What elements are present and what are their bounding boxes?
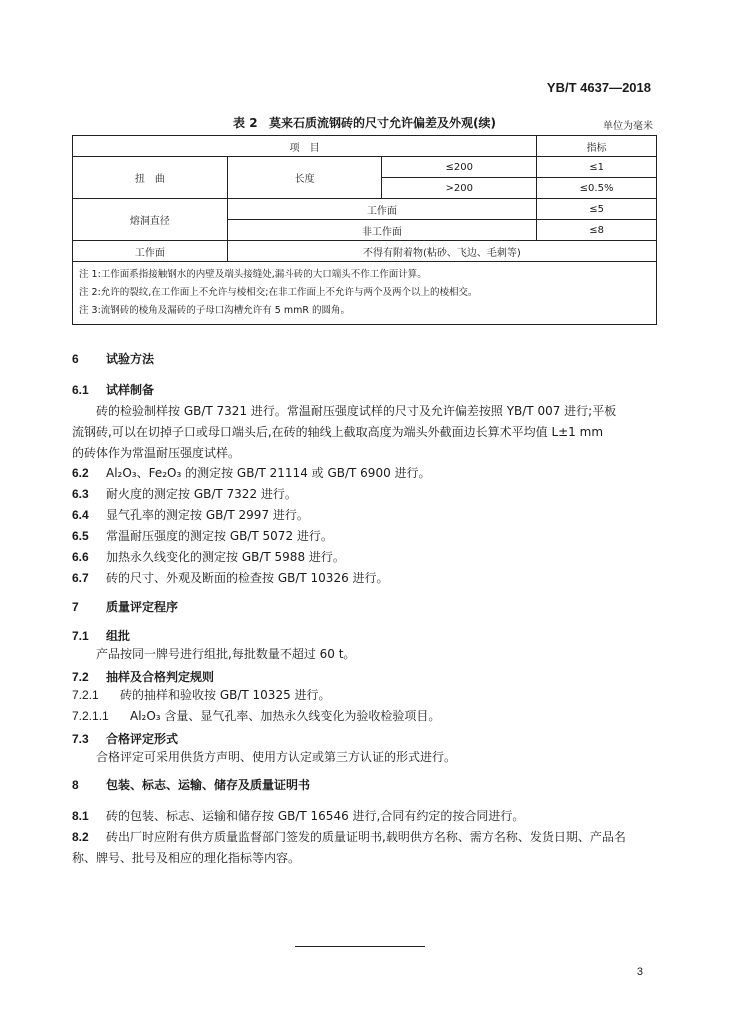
cell-le200: ≤200 [382,157,537,178]
spec-table [72,135,657,325]
section-6-1-body: 砖的检验制样按 GB/T 7321 进行。常温耐压强度试样的尺寸及允许偏差按照 YB/T 007 进行;平板 流钢砖,可以在切掉子口或母口端头后,在砖的轴线上截取高度为端头外截面边长算术平均值 L±1 mm 的砖体作为常温耐压强度试样。 [72,404,617,460]
cell-length: 长度 [227,157,382,199]
section-7-3-body: 合格评定可采用供货方声明、使用方认定或第三方认证的形式进行。 [96,750,457,764]
cell-working-face: 工作面 [227,199,536,220]
section-8-1: 8.1 砖的包装、标志、运输和储存按 GB/T 16546 进行,合同有约定的按合同进行。 [72,809,525,823]
section-7-heading: 7 质量评定程序 [72,600,179,614]
table-row [73,199,657,220]
table-header-row [73,136,657,157]
table-row [73,157,657,178]
table-notes-row [73,262,657,325]
cell-le5: ≤5 [537,199,657,220]
section-7-2-1-1: 7.2.1.1 Al₂O₃ 含量、显气孔率、加热永久线变化为验收检验项目。 [72,709,441,723]
cell-twist: 扭 曲 [73,157,228,199]
section-7-1-body: 产品按同一牌号进行组批,每批数量不超过 60 t。 [96,647,356,661]
section-6-4: 6.4 显气孔率的测定按 GB/T 2997 进行。 [72,508,309,522]
section-6-heading: 6 试验方法 [72,352,155,366]
cell-inner-diameter: 熔洞直径 [73,199,228,241]
section-6-1-heading: 6.1 试样制备 [72,383,155,397]
cell-non-working-face: 非工作面 [227,220,536,241]
table-notes [73,262,657,325]
section-7-2-heading: 7.2 抽样及合格判定规则 [72,670,215,684]
note-2: 注 2:允许的裂纹,在工作面上不允许与棱相交;在非工作面上不允许与两个及两个以上的棱相交。 [79,287,478,298]
section-6-6: 6.6 加热永久线变化的测定按 GB/T 5988 进行。 [72,550,345,564]
cell-le1: ≤1 [537,157,657,178]
section-6-3: 6.3 耐火度的测定按 GB/T 7322 进行。 [72,487,297,501]
note-3: 注 3:流钢砖的棱角及漏砖的子母口沟槽允许有 5 mmR 的圆角。 [79,305,350,316]
cell-gt200: >200 [382,178,537,199]
note-1: 注 1:工作面系指接触钢水的内壁及端头接缝处,漏斗砖的大口端头不作工作面计算。 [79,269,427,280]
section-7-3-heading: 7.3 合格评定形式 [72,732,179,746]
table-number: 表 2 [233,116,258,130]
section-7-1-heading: 7.1 组批 [72,629,131,643]
table-row [73,241,657,262]
section-6-2: 6.2 Al₂O₃、Fe₂O₃ 的测定按 GB/T 21114 或 GB/T 6900 进行。 [72,466,431,480]
cell-le8: ≤8 [537,220,657,241]
section-6-5: 6.5 常温耐压强度的测定按 GB/T 5072 进行。 [72,529,333,543]
cell-work-face: 工作面 [73,241,228,262]
page-number: 3 [636,966,643,978]
section-8-2: 8.2 砖出厂时应附有供方质量监督部门签发的质量证明书,载明供方名称、需方名称、发货日期、产品名 称、牌号、批号及相应的理化指标等内容。 [72,830,626,865]
cell-le05pct: ≤0.5% [537,178,657,199]
cell-no-attachments: 不得有附着物(粘砂、飞边、毛刺等) [227,241,656,262]
footer-rule [295,946,425,947]
header-index: 指标 [537,136,657,157]
section-7-2-1: 7.2.1 砖的抽样和验收按 GB/T 10325 进行。 [72,688,331,702]
section-6-7: 6.7 砖的尺寸、外观及断面的检查按 GB/T 10326 进行。 [72,571,389,585]
header-item: 项 目 [73,136,537,157]
unit-label: 单位为毫米 [603,121,653,132]
table-title: 莫来石质流钢砖的尺寸允许偏差及外观(续) [269,116,496,130]
standard-code: YB/T 4637—2018 [546,80,651,95]
section-8-heading: 8 包装、标志、运输、储存及质量证明书 [72,778,311,792]
